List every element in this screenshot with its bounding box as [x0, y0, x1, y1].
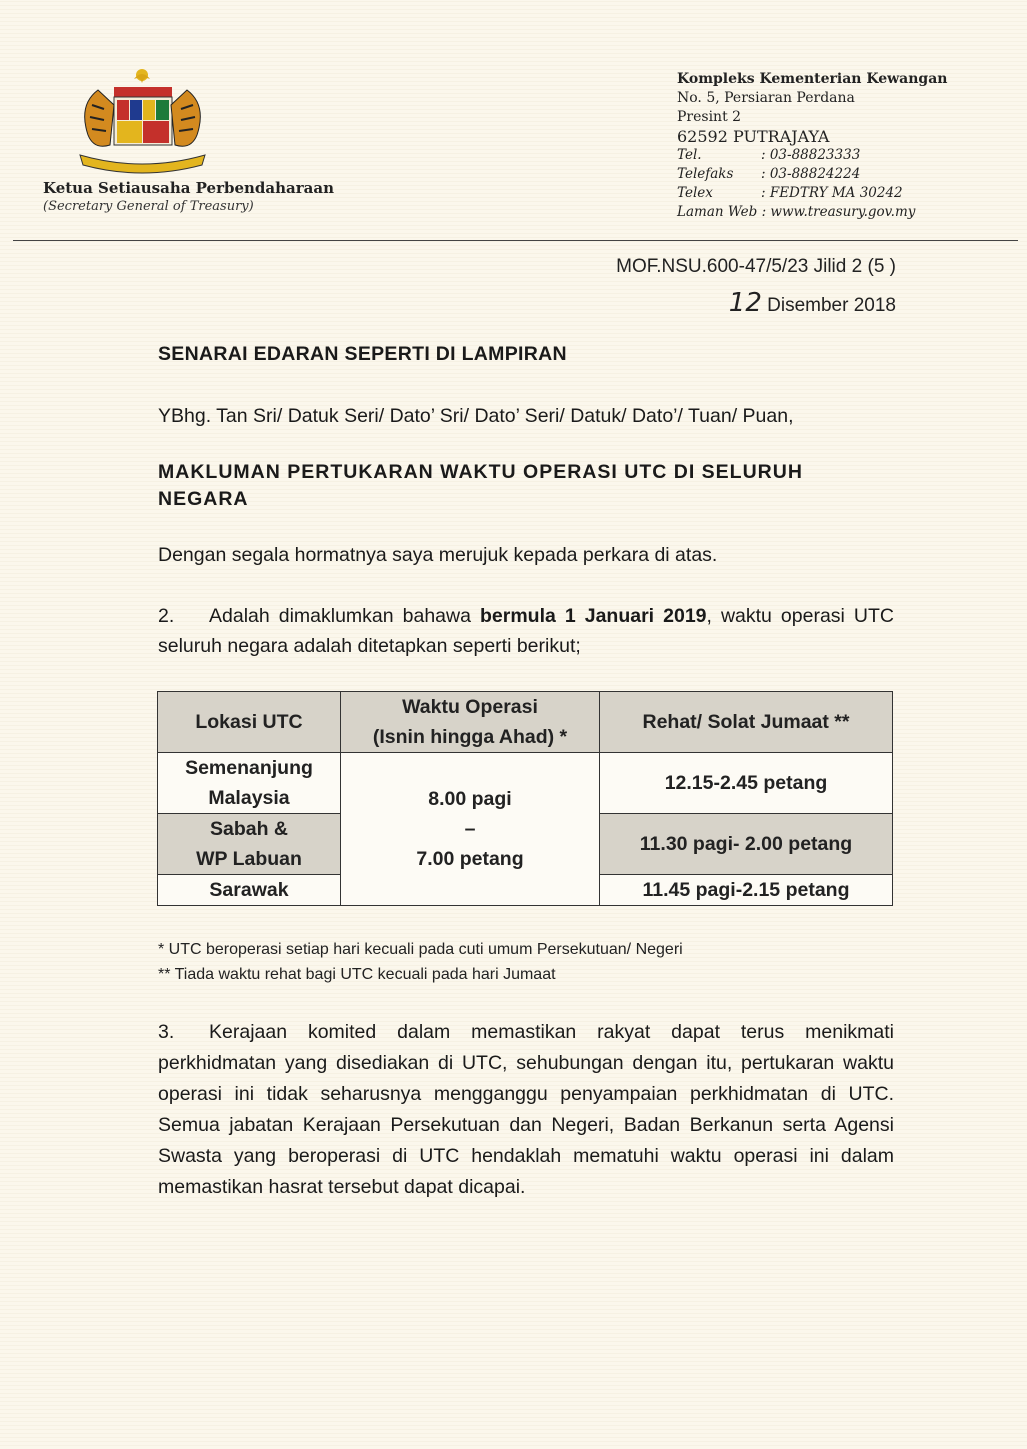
- operating-hours-cell: 8.00 pagi – 7.00 petang: [341, 753, 600, 906]
- operating-hours-table: [157, 691, 893, 906]
- paragraph-3: 3. Kerajaan komited dalam memastikan rakyat dapat terus menikmati perkhidmatan yang disediakan di UTC, sehubungan dengan itu, pertukaran waktu operasi ini tidak seharusnya mengganggu penyampaian perkhidmatan di UTC. Semua jabatan Kerajaan Persekutuan dan Negeri, Badan Berkanun serta Agensi Swasta yang beroperasi di UTC hendaklah mematuhi waktu operasi ini dalam memastikan hasrat tersebut dapat dicapai.: [158, 1021, 894, 1198]
- break-cell: 11.30 pagi- 2.00 petang: [600, 814, 893, 875]
- contact-fax: Telefaks : 03-88824224: [677, 166, 861, 182]
- subject-title: MAKLUMAN PERTUKARAN WAKTU OPERASI UTC DI SELURUH NEGARA: [158, 461, 803, 510]
- header-location: Lokasi UTC: [158, 692, 341, 753]
- address-precinct: Presint 2: [677, 109, 742, 125]
- contact-telex: Telex : FEDTRY MA 30242: [677, 185, 903, 201]
- table-header-row: [158, 692, 893, 753]
- table-row: [158, 753, 893, 814]
- reference-number: MOF.NSU.600-47/5/23 Jilid 2 (5 ): [616, 256, 896, 277]
- address-street: No. 5, Persiaran Perdana: [677, 90, 855, 106]
- contact-web: Laman Web : www.treasury.gov.my: [677, 204, 916, 220]
- header-break: Rehat/ Solat Jumaat **: [600, 692, 893, 753]
- location-cell: Semenanjung Malaysia: [158, 753, 341, 814]
- paragraph-2: 2. Adalah dimaklumkan bahawa bermula 1 Januari 2019, waktu operasi UTC seluruh negara adalah ditetapkan seperti berikut;: [158, 605, 894, 657]
- break-cell: 11.45 pagi-2.15 petang: [600, 875, 893, 906]
- footnote-2: ** Tiada waktu rehat bagi UTC kecuali pada hari Jumaat: [158, 966, 556, 983]
- footnote-1: * UTC beroperasi setiap hari kecuali pada cuti umum Persekutuan/ Negeri: [158, 941, 683, 958]
- location-cell: Sarawak: [158, 875, 341, 906]
- header-divider: [13, 240, 1018, 241]
- header-operating-hours: Waktu Operasi (Isnin hingga Ahad) *: [341, 692, 600, 753]
- location-cell: Sabah & WP Labuan: [158, 814, 341, 875]
- break-cell: 12.15-2.45 petang: [600, 753, 893, 814]
- salutation: YBhg. Tan Sri/ Datuk Seri/ Dato’ Sri/ Dato’ Seri/ Datuk/ Dato’/ Tuan/ Puan,: [158, 405, 794, 427]
- org-name: Ketua Setiausaha Perbendaharaan: [43, 179, 335, 197]
- contact-tel: Tel. : 03-88823333: [677, 147, 861, 163]
- paragraph-1: Dengan segala hormatnya saya merujuk kepada perkara di atas.: [158, 544, 718, 566]
- coat-of-arms-logo: [70, 65, 215, 180]
- org-subtitle: (Secretary General of Treasury): [43, 199, 254, 214]
- letter-date: 12 Disember 2018: [728, 288, 896, 318]
- address-city: 62592 PUTRAJAYA: [677, 127, 830, 146]
- distribution-heading: SENARAI EDARAN SEPERTI DI LAMPIRAN: [158, 343, 567, 365]
- address-building: Kompleks Kementerian Kewangan: [677, 71, 948, 87]
- address-block: [677, 70, 1017, 222]
